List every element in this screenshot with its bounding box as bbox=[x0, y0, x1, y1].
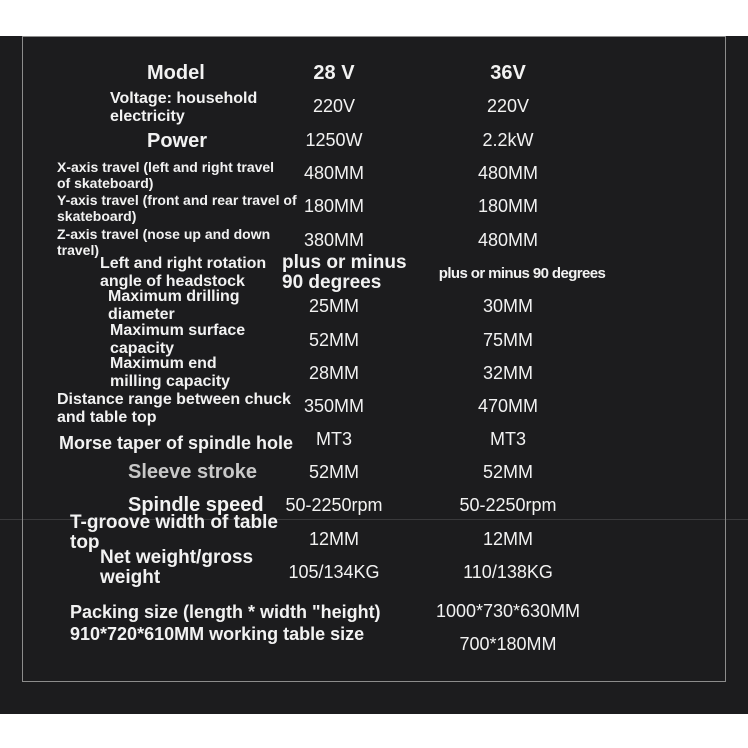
row-label-packing-size: Packing size (length * width "height) 910*720*610MM working table size bbox=[70, 602, 381, 644]
row-label-y-axis: Y-axis travel (front and rear travel of skateboard) bbox=[57, 192, 297, 224]
value-36v-weight: 110/138KG bbox=[463, 562, 553, 582]
row-label-spindle-speed: Spindle speed bbox=[128, 494, 264, 516]
value-28v-drilling: 25MM bbox=[308, 296, 360, 316]
value-36v-chuck-distance: 470MM bbox=[477, 396, 539, 416]
value-36v-surface: 75MM bbox=[482, 330, 534, 350]
row-label-sleeve-stroke: Sleeve stroke bbox=[128, 461, 257, 483]
row-label-morse: Morse taper of spindle hole bbox=[59, 433, 294, 453]
value-28v-voltage: 220V bbox=[312, 96, 356, 116]
value-36v-rotation: plus or minus 90 degrees bbox=[438, 265, 606, 282]
row-label-drilling: Maximum drilling diameter bbox=[108, 288, 240, 323]
row-label-weight: Net weight/gross weight bbox=[100, 547, 254, 588]
value-28v-end-milling: 28MM bbox=[308, 363, 360, 383]
value-36v-packing-size: 1000*730*630MM 700*180MM bbox=[435, 601, 581, 654]
column-header-36v: 36V bbox=[490, 62, 526, 84]
value-36v-y-axis: 180MM bbox=[477, 196, 539, 216]
value-36v-power: 2.2kW bbox=[482, 130, 534, 150]
row-label-rotation: Left and right rotation angle of headstock bbox=[100, 255, 267, 290]
value-36v-spindle-speed: 50-2250rpm bbox=[459, 495, 557, 515]
value-36v-t-groove: 12MM bbox=[482, 529, 534, 549]
row-label-t-groove: T-groove width of table top bbox=[70, 512, 278, 553]
value-36v-voltage: 220V bbox=[486, 96, 530, 116]
value-28v-x-axis: 480MM bbox=[303, 163, 365, 183]
value-36v-sleeve-stroke: 52MM bbox=[482, 462, 534, 482]
row-label-end-milling: Maximum end milling capacity bbox=[110, 355, 231, 390]
value-28v-surface: 52MM bbox=[308, 330, 360, 350]
row-label-surface: Maximum surface capacity bbox=[110, 322, 246, 357]
value-28v-sleeve-stroke: 52MM bbox=[308, 462, 360, 482]
value-36v-morse: MT3 bbox=[490, 429, 526, 449]
value-28v-power: 1250W bbox=[305, 130, 363, 150]
value-28v-spindle-speed: 50-2250rpm bbox=[285, 495, 383, 515]
row-label-z-axis: Z-axis travel (nose up and down travel) bbox=[57, 226, 271, 258]
value-36v-end-milling: 32MM bbox=[482, 363, 534, 383]
value-28v-weight: 105/134KG bbox=[288, 562, 380, 582]
value-28v-rotation: plus or minus 90 degrees bbox=[282, 252, 407, 293]
value-28v-z-axis: 380MM bbox=[303, 230, 365, 250]
value-36v-drilling: 30MM bbox=[482, 296, 534, 316]
column-header-28v: 28 V bbox=[313, 62, 355, 84]
row-label-chuck-distance: Distance range between chuck and table top bbox=[57, 391, 291, 426]
row-label-power: Power bbox=[147, 130, 208, 152]
value-28v-morse: MT3 bbox=[316, 429, 352, 449]
value-28v-t-groove: 12MM bbox=[308, 529, 360, 549]
value-36v-z-axis: 480MM bbox=[477, 230, 539, 250]
row-label-x-axis: X-axis travel (left and right travel of skateboard) bbox=[57, 159, 275, 191]
value-28v-chuck-distance: 350MM bbox=[303, 396, 365, 416]
value-28v-y-axis: 180MM bbox=[303, 196, 365, 216]
value-36v-x-axis: 480MM bbox=[477, 163, 539, 183]
model-header: Model bbox=[147, 62, 205, 84]
row-label-voltage: Voltage: household electricity bbox=[110, 90, 258, 125]
